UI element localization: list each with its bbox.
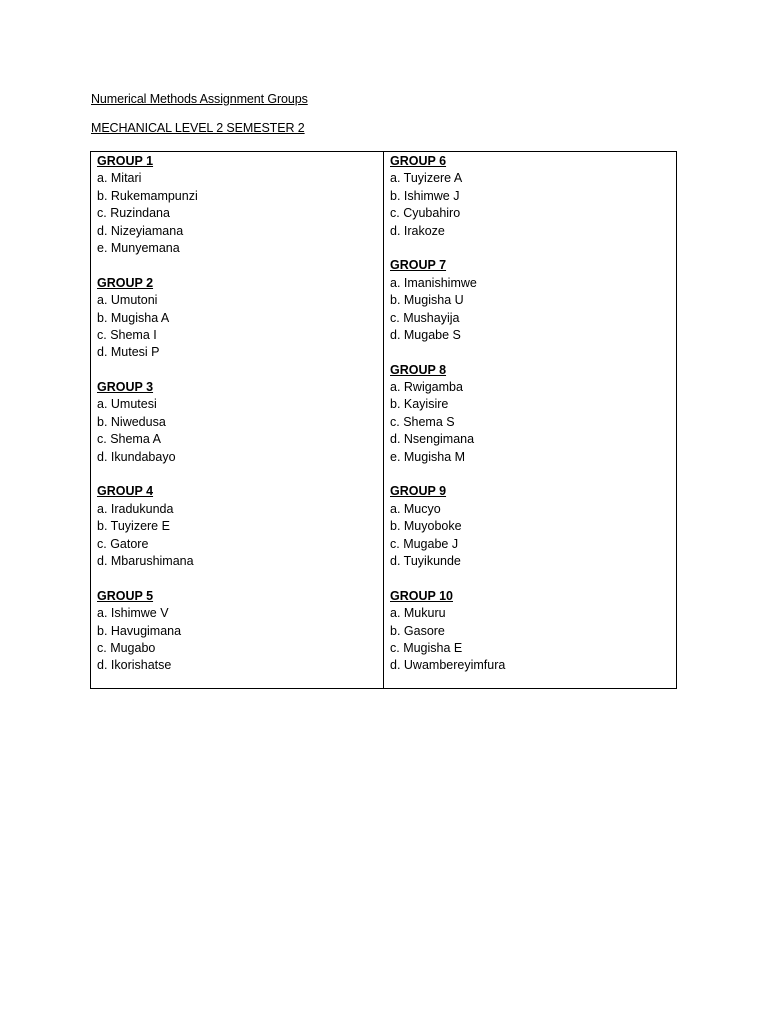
group-member: c. Ruzindana bbox=[97, 206, 170, 221]
group-member: a. Tuyizere A bbox=[390, 171, 463, 186]
group-member: c. Cyubahiro bbox=[390, 206, 461, 221]
group-member: b. Niwedusa bbox=[97, 414, 166, 429]
group-member: c. Mugabe J bbox=[390, 536, 459, 551]
group-member: a. Ishimwe V bbox=[97, 606, 169, 621]
right-column bbox=[384, 152, 676, 688]
group-member: a. Umutesi bbox=[97, 397, 157, 412]
group-title: GROUP 1 bbox=[97, 154, 154, 168]
left-column bbox=[91, 152, 384, 688]
group-member: b. Tuyizere E bbox=[97, 519, 170, 534]
group-member: a. Mitari bbox=[97, 171, 142, 186]
group-title: GROUP 10 bbox=[390, 588, 453, 603]
group-member: b. Havugimana bbox=[97, 623, 182, 638]
group-member: a. Umutoni bbox=[97, 293, 158, 308]
group-title: GROUP 3 bbox=[97, 380, 154, 395]
document-title: Numerical Methods Assignment Groups bbox=[91, 92, 308, 106]
group-member: d. Ikundabayo bbox=[97, 449, 176, 464]
group-member: c. Mushayija bbox=[390, 310, 460, 325]
group-9 bbox=[390, 483, 676, 570]
group-member: a. Mucyo bbox=[390, 501, 441, 516]
group-member: b. Mugisha A bbox=[97, 310, 170, 325]
group-member: a. Rwigamba bbox=[390, 380, 463, 395]
group-8 bbox=[390, 362, 676, 466]
group-member: c. Mugisha E bbox=[390, 640, 463, 655]
group-member: b. Muyoboke bbox=[390, 519, 462, 534]
group-6 bbox=[390, 153, 676, 240]
group-member: d. Ikorishatse bbox=[97, 658, 172, 673]
group-member: c. Shema A bbox=[97, 432, 161, 447]
group-member: a. Imanishimwe bbox=[390, 275, 477, 290]
group-member: d. Irakoze bbox=[390, 223, 445, 238]
group-member: d. Mutesi P bbox=[97, 345, 160, 360]
group-title: GROUP 2 bbox=[97, 275, 154, 290]
group-member: c. Mugabo bbox=[97, 640, 156, 655]
group-member: b. Mugisha U bbox=[390, 293, 464, 308]
group-title: GROUP 6 bbox=[390, 154, 447, 168]
group-title: GROUP 4 bbox=[97, 484, 154, 499]
group-member: d. Nizeyiamana bbox=[97, 223, 184, 238]
group-member: e. Munyemana bbox=[97, 240, 180, 255]
group-7 bbox=[390, 257, 676, 344]
group-member: a. Mukuru bbox=[390, 606, 446, 621]
group-10 bbox=[390, 588, 676, 675]
group-member: a. Iradukunda bbox=[97, 501, 174, 516]
document-subtitle: MECHANICAL LEVEL 2 SEMESTER 2 bbox=[91, 121, 305, 135]
group-member: b. Rukemampunzi bbox=[97, 188, 198, 203]
group-member: d. Mugabe S bbox=[390, 327, 461, 342]
group-member: c. Shema S bbox=[390, 414, 455, 429]
group-member: c. Gatore bbox=[97, 536, 149, 551]
group-member: d. Nsengimana bbox=[390, 432, 475, 447]
group-5 bbox=[97, 588, 383, 675]
groups-table bbox=[90, 151, 677, 689]
group-member: d. Tuyikunde bbox=[390, 553, 461, 568]
group-member: b. Kayisire bbox=[390, 397, 449, 412]
group-title: GROUP 5 bbox=[97, 588, 154, 603]
group-member: d. Mbarushimana bbox=[97, 553, 194, 568]
group-title: GROUP 7 bbox=[390, 258, 447, 273]
group-title: GROUP 8 bbox=[390, 362, 447, 377]
group-title: GROUP 9 bbox=[390, 484, 447, 499]
group-2 bbox=[97, 275, 383, 362]
group-4 bbox=[97, 483, 383, 570]
group-3 bbox=[97, 379, 383, 466]
group-member: b. Gasore bbox=[390, 623, 445, 638]
group-member: e. Mugisha M bbox=[390, 449, 466, 464]
group-1 bbox=[97, 153, 383, 257]
group-member: c. Shema I bbox=[97, 327, 157, 342]
group-member: d. Uwambereyimfura bbox=[390, 658, 506, 673]
group-member: b. Ishimwe J bbox=[390, 188, 460, 203]
